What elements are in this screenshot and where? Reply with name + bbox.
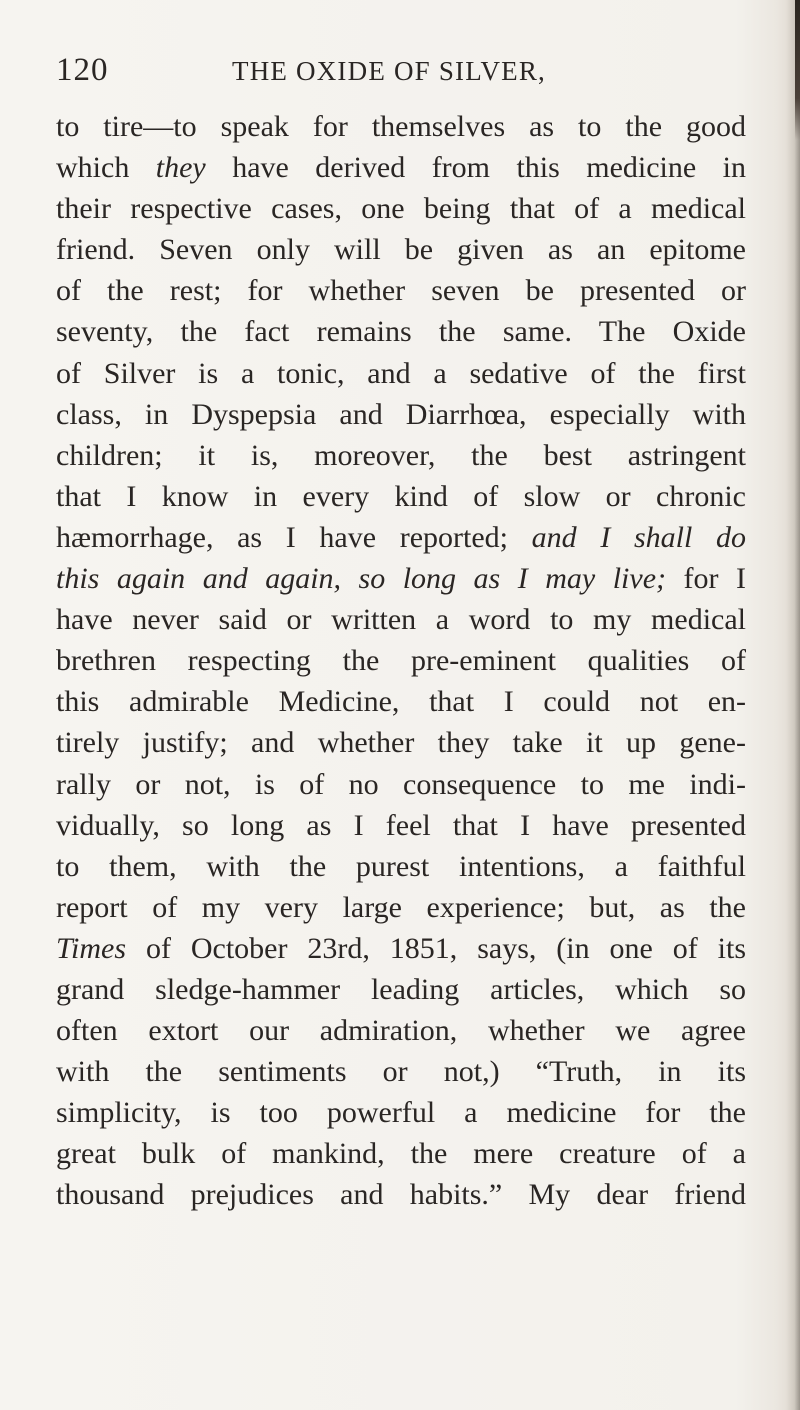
text-segment: simplicity, is too powerful a medicine for the xyxy=(56,1096,746,1130)
text-line xyxy=(56,476,746,517)
text-line xyxy=(56,394,746,435)
text-line xyxy=(56,1174,746,1215)
text-segment: of Silver is a tonic, and a sedative of the first xyxy=(56,356,746,390)
italic-text: Times xyxy=(56,931,127,965)
italic-text: and I shall do xyxy=(531,520,746,554)
text-segment: of the rest; for whether seven be presented or xyxy=(56,274,746,308)
running-title: THE OXIDE OF SILVER, xyxy=(232,56,546,86)
text-segment: to tire—to speak for themselves as to the good xyxy=(56,110,746,143)
text-line xyxy=(56,887,746,928)
text-line xyxy=(56,229,746,270)
text-segment: tirely justify; and whether they take it up gene- xyxy=(56,726,746,760)
text-line xyxy=(56,558,746,599)
text-segment: children; it is, moreover, the best astringent xyxy=(56,438,746,472)
text-line xyxy=(56,969,746,1010)
text-segment: vidually, so long as I feel that I have presented xyxy=(56,808,746,842)
text-line xyxy=(56,517,746,558)
italic-text: this again and again, so long as I may live; xyxy=(56,562,666,596)
text-line xyxy=(56,599,746,640)
text-segment: have never said or written a word to my medical xyxy=(56,603,746,637)
text-line xyxy=(56,928,746,969)
text-line xyxy=(56,270,746,311)
text-segment: that I know in every kind of slow or chronic xyxy=(56,479,746,513)
text-segment: brethren respecting the pre-eminent qualities of xyxy=(56,644,746,678)
text-line xyxy=(56,435,746,476)
text-line xyxy=(56,1051,746,1092)
text-line xyxy=(56,311,746,352)
body-text xyxy=(56,106,746,1216)
text-segment: rally or not, is of no consequence to me indi- xyxy=(56,767,746,801)
text-segment: for I xyxy=(666,562,746,596)
text-line xyxy=(56,640,746,681)
text-line xyxy=(56,1010,746,1051)
text-line xyxy=(56,764,746,805)
text-segment: seventy, the fact remains the same. The Oxide xyxy=(56,315,746,349)
text-line xyxy=(56,188,746,229)
page-number: 120 xyxy=(56,52,109,88)
page-edge-shadow xyxy=(786,0,800,1410)
text-segment: class, in Dyspepsia and Diarrhœa, especially with xyxy=(56,397,746,431)
text-segment: report of my very large experience; but, as the xyxy=(56,890,746,924)
text-segment: great bulk of mankind, the mere creature of a xyxy=(56,1137,746,1171)
text-segment: with the sentiments or not,) “Truth, in its xyxy=(56,1055,746,1089)
text-segment: this admirable Medicine, that I could not en- xyxy=(56,685,746,719)
text-segment: to them, with the purest intentions, a faithful xyxy=(56,849,746,883)
text-line xyxy=(56,846,746,887)
text-line xyxy=(56,805,746,846)
page-binding-edge xyxy=(795,0,800,140)
text-line xyxy=(56,106,746,147)
text-segment: thousand prejudices and habits.” My dear friend xyxy=(56,1178,746,1212)
running-head xyxy=(56,52,746,92)
text-line xyxy=(56,722,746,763)
text-segment: often extort our admiration, whether we agree xyxy=(56,1014,746,1048)
text-segment: have derived from this medicine in xyxy=(205,151,746,185)
italic-text: they xyxy=(155,151,206,185)
text-line xyxy=(56,1092,746,1133)
text-segment: friend. Seven only will be given as an epitome xyxy=(56,233,746,267)
text-line xyxy=(56,147,746,188)
text-segment: grand sledge-hammer leading articles, which so xyxy=(56,972,746,1006)
text-segment: which xyxy=(56,151,156,185)
text-line xyxy=(56,1133,746,1174)
text-segment: of October 23rd, 1851, says, (in one of its xyxy=(126,931,746,965)
text-line xyxy=(56,681,746,722)
text-line xyxy=(56,353,746,394)
text-segment: their respective cases, one being that of a medical xyxy=(56,192,746,226)
text-segment: hæmorrhage, as I have reported; xyxy=(56,520,532,554)
